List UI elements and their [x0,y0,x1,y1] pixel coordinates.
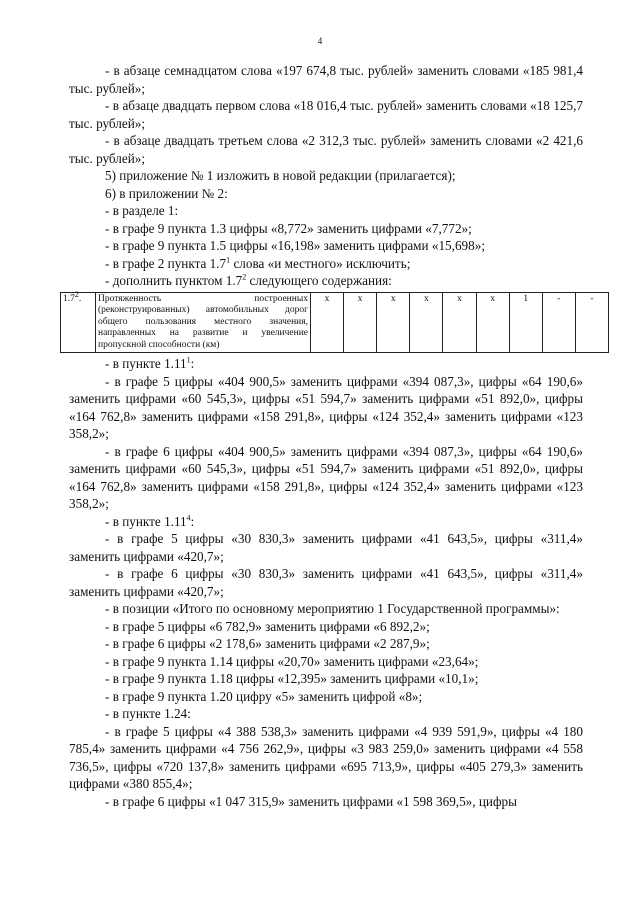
page-number: 4 [317,36,323,46]
table-cell: x [311,292,344,353]
text-run: следующего содержания: [246,273,392,288]
paragraph [69,355,583,373]
table-row [61,292,609,353]
paragraph: - в графе 5 цифры «30 830,3» заменить цифрами «41 643,5», цифры «311,4» заменить цифрами «420,7»; [69,531,583,564]
paragraph: - в графе 9 пункта 1.3 цифры «8,772» заменить цифрами «7,772»; [105,220,472,236]
table-cell-description: Протяженность построенных (реконструированных) автомобильных дорог общего пользования местного значения, направленных на развитие и увеличение пропускной способности (км) [96,292,311,353]
table-cell-number [61,289,96,353]
table-cell: 1 [509,292,542,353]
table-cell: x [443,292,476,353]
paragraph: - в графе 6 цифры «2 178,6» заменить цифрами «2 287,9»; [105,636,430,651]
table-cell: - [542,292,575,353]
paragraph [69,272,583,290]
document-body [63,62,594,810]
paragraph: - в позиции «Итого по основному мероприятию 1 Государственной программы»: [105,601,560,616]
paragraph: - в графе 5 цифры «4 388 538,3» заменить цифрами «4 939 591,9», цифры «4 180 785,4» заменить цифрами «4 756 262,9», цифры «3 983 259,0» заменить цифрами «4 558 736,5», цифры «720 137,8» заменить цифрами «695 713,9», цифры «405 279,3» заменить цифрами «380 855,4»; [69,723,583,791]
table-cell: x [410,292,443,353]
text-run: - дополнить пунктом 1.7 [105,273,243,288]
paragraph: - в абзаце двадцать третьем слова «2 312,3 тыс. рублей» заменить словами «2 421,6 тыс. рублей»; [69,133,583,166]
superscript: 2 [242,272,247,282]
text-run: слова «и местного» исключить; [230,255,411,271]
text-run: - в графе 2 пункта 1.7 [105,255,227,271]
paragraph: - в графе 9 пункта 1.20 цифру «5» заменить цифрой «8»; [105,688,423,704]
paragraph: - в графе 5 цифры «404 900,5» заменить цифрами «394 087,3», цифры «64 190,6» заменить цифрами «60 545,3», цифры «51 594,7» заменить цифрами «51 892,0», цифры «164 762,8» заменить цифрами «158 291,8», цифры «124 352,4» заменить цифрами «123 358,2»; [69,373,583,441]
paragraph [69,255,583,273]
paragraph: - в графе 5 цифры «6 782,9» заменить цифрами «6 892,2»; [105,618,430,634]
table-cell: x [344,292,377,353]
superscript: 2 [74,289,79,299]
superscript: 1 [226,255,231,265]
superscript: 4 [186,513,191,523]
paragraph: - в абзаце двадцать первом слова «18 016,4 тыс. рублей» заменить словами «18 125,7 тыс. рублей»; [69,98,583,131]
text-run: - в пункте 1.11 [105,356,187,371]
paragraph: - в графе 6 цифры «404 900,5» заменить цифрами «394 087,3», цифры «64 190,6» заменить цифрами «60 545,3», цифры «51 594,7» заменить цифрами «51 892,0», цифры «164 762,8» заменить цифрами «158 291,8», цифры «124 352,4» заменить цифрами «123 358,2»; [69,443,583,511]
paragraph: 5) приложение № 1 изложить в новой редакции (прилагается); [105,168,456,183]
indicator-table [60,289,609,354]
paragraph: - в графе 6 цифры «30 830,3» заменить цифрами «41 643,5», цифры «311,4» заменить цифрами «420,7»; [69,566,583,599]
table-cell: x [377,292,410,353]
superscript: 1 [186,355,191,365]
paragraph: - в графе 9 пункта 1.5 цифры «16,198» заменить цифрами «15,698»; [105,238,485,253]
text-run: : [190,356,195,371]
paragraph: - в графе 9 пункта 1.14 цифры «20,70» заменить цифрами «23,64»; [105,653,479,669]
paragraph: - в пункте 1.24: [105,706,191,721]
text-run: : [190,513,195,529]
paragraph: - в графе 9 пункта 1.18 цифры «12,395» заменить цифрами «10,1»; [105,671,479,686]
table-cell: - [575,292,608,353]
table-cell: x [476,292,509,353]
paragraph: - в абзаце семнадцатом слова «197 674,8 тыс. рублей» заменить словами «185 981,4 тыс. рублей»; [69,63,583,96]
paragraph [69,513,583,531]
paragraph: - в графе 6 цифры «1 047 315,9» заменить цифрами «1 598 369,5», цифры [105,793,517,809]
paragraph: - в разделе 1: [105,203,179,218]
text-run: . [78,293,82,304]
text-run: - в пункте 1.11 [105,513,187,529]
text-run: 1.7 [63,293,75,304]
paragraph: 6) в приложении № 2: [105,185,228,201]
